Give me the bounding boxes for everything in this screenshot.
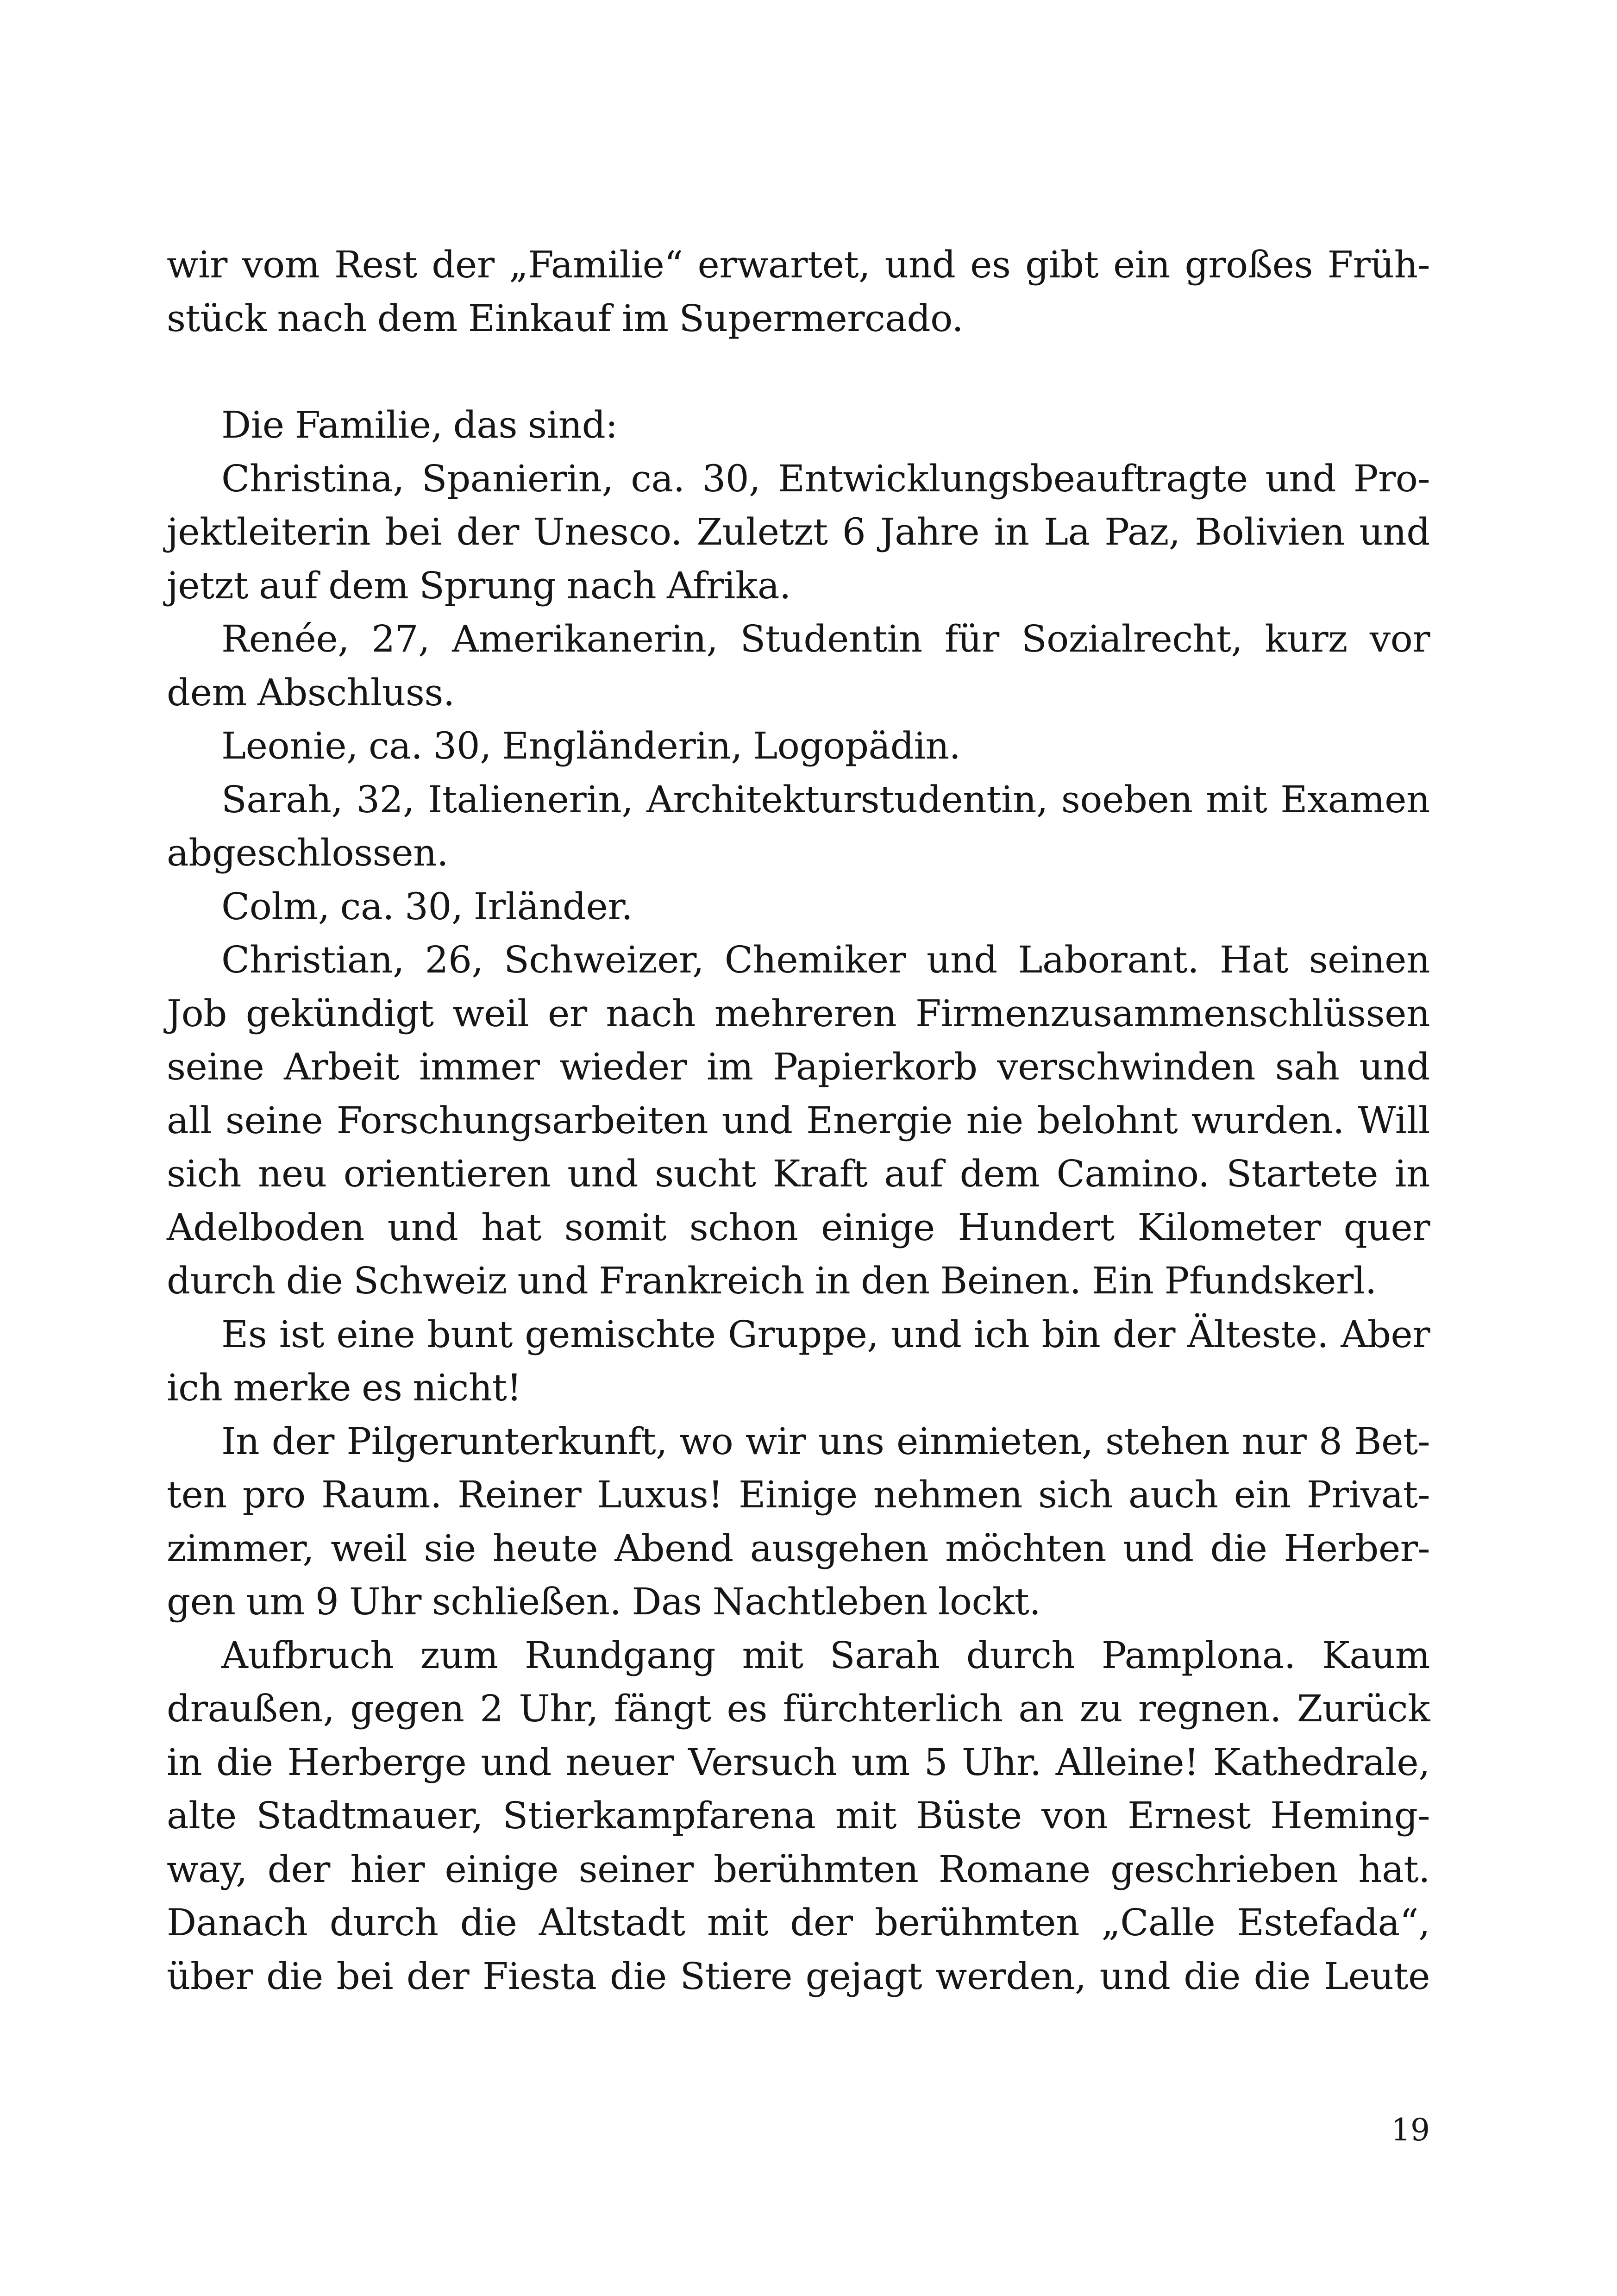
paragraph-leonie [167,719,1430,773]
paragraph-christian-line [167,1040,1430,1094]
paragraph-family-intro [167,398,1430,452]
paragraph-pamplona-tour [167,1629,1430,1682]
text-line: in die Herberge und neuer Versuch um 5 Uhr. Alleine! Kathedrale, [167,1740,1430,1784]
text-line: wir vom Rest der „Familie“ erwartet, und es gibt ein großes Früh- [167,243,1430,286]
paragraph-sarah [167,773,1430,827]
paragraph-christian [167,933,1430,987]
text-line: seine Arbeit immer wieder im Papierkorb verschwinden sah und [167,1045,1430,1088]
text-line: Colm, ca. 30, Irländer. [221,885,633,928]
paragraph-pamplona-tour-line [167,1789,1430,1843]
paragraph-group [167,1308,1430,1361]
paragraph-pamplona-tour-line [167,1896,1430,1950]
text-line: way, der hier einige seiner berühmten Romane geschrieben hat. [167,1847,1430,1891]
paragraph-renee [167,612,1430,666]
paragraph-christian-line [167,1147,1430,1201]
paragraph-pilgrim-lodging [167,1415,1430,1468]
paragraph-pamplona-tour-line [167,1682,1430,1736]
paragraph-continuation [167,238,1430,292]
text-line: sich neu orientieren und sucht Kraft auf dem Camino. Startete in [167,1152,1430,1195]
paragraph-pilgrim-lodging-line [167,1522,1430,1575]
page-number: 19 [1391,2112,1430,2148]
paragraph-christian-line [167,1094,1430,1148]
paragraph-pilgrim-lodging-end [167,1575,1430,1629]
body-text [167,238,1430,2003]
text-line: Aufbruch zum Rundgang mit Sarah durch Pamplona. Kaum [221,1633,1430,1677]
paragraph-gap [167,345,1430,398]
text-line: Es ist eine bunt gemischte Gruppe, und ich bin der Älteste. Aber [221,1312,1430,1356]
paragraph-group-end [167,1361,1430,1415]
text-line: Christian, 26, Schweizer, Chemiker und Laborant. Hat seinen [221,938,1430,981]
text-line: jetzt auf dem Sprung nach Afrika. [167,564,791,607]
paragraph-pamplona-tour-line [167,1843,1430,1896]
text-line: Leonie, ca. 30, Engländerin, Logopädin. [221,724,961,767]
text-line: alte Stadtmauer, Stierkampfarena mit Büste von Ernest Heming- [167,1794,1430,1837]
paragraph-christina [167,452,1430,506]
text-line: Job gekündigt weil er nach mehreren Firmenzusammenschlüssen [167,991,1430,1035]
text-line: Danach durch die Altstadt mit der berühmten „Calle Estefada“, [167,1901,1430,1944]
paragraph-continuation-end [167,292,1430,345]
text-line: jektleiterin bei der Unesco. Zuletzt 6 Jahre in La Paz, Bolivien und [167,510,1430,553]
text-line: all seine Forschungsarbeiten und Energie nie belohnt wurden. Will [167,1098,1430,1142]
paragraph-pamplona-tour-line [167,1736,1430,1789]
text-line: Die Familie, das sind: [221,403,618,446]
text-line: Christina, Spanierin, ca. 30, Entwicklungsbeauftragte und Pro- [221,457,1430,500]
text-line: stück nach dem Einkauf im Supermercado. [167,296,964,340]
text-line: ten pro Raum. Reiner Luxus! Einige nehmen sich auch ein Privat- [167,1473,1430,1516]
text-line: über die bei der Fiesta die Stiere gejagt werden, und die die Leute [167,1954,1430,1998]
text-line: durch die Schweiz und Frankreich in den Beinen. Ein Pfundskerl. [167,1259,1377,1302]
paragraph-christina-line [167,505,1430,559]
paragraph-pilgrim-lodging-line [167,1468,1430,1522]
text-line: zimmer, weil sie heute Abend ausgehen möchten und die Herber- [167,1526,1430,1570]
text-line: ich merke es nicht! [167,1366,522,1409]
text-line: gen um 9 Uhr schließen. Das Nachtleben lockt. [167,1580,1041,1623]
paragraph-renee-end [167,666,1430,720]
paragraph-christina-end [167,559,1430,613]
text-line: dem Abschluss. [167,671,455,714]
paragraph-pamplona-tour-line [167,1950,1430,2003]
text-line: Adelboden und hat somit schon einige Hundert Kilometer quer [167,1205,1430,1249]
paragraph-christian-end [167,1254,1430,1308]
text-line: Renée, 27, Amerikanerin, Studentin für Sozialrecht, kurz vor [221,617,1430,660]
paragraph-christian-line [167,987,1430,1041]
text-line: In der Pilgerunterkunft, wo wir uns einmieten, stehen nur 8 Bet- [221,1419,1430,1463]
paragraph-sarah-end [167,826,1430,880]
paragraph-christian-line [167,1201,1430,1255]
paragraph-colm [167,880,1430,934]
text-line: draußen, gegen 2 Uhr, fängt es fürchterlich an zu regnen. Zurück [167,1687,1430,1730]
text-line: abgeschlossen. [167,831,448,874]
text-line: Sarah, 32, Italienerin, Architekturstudentin, soeben mit Examen [221,778,1430,821]
